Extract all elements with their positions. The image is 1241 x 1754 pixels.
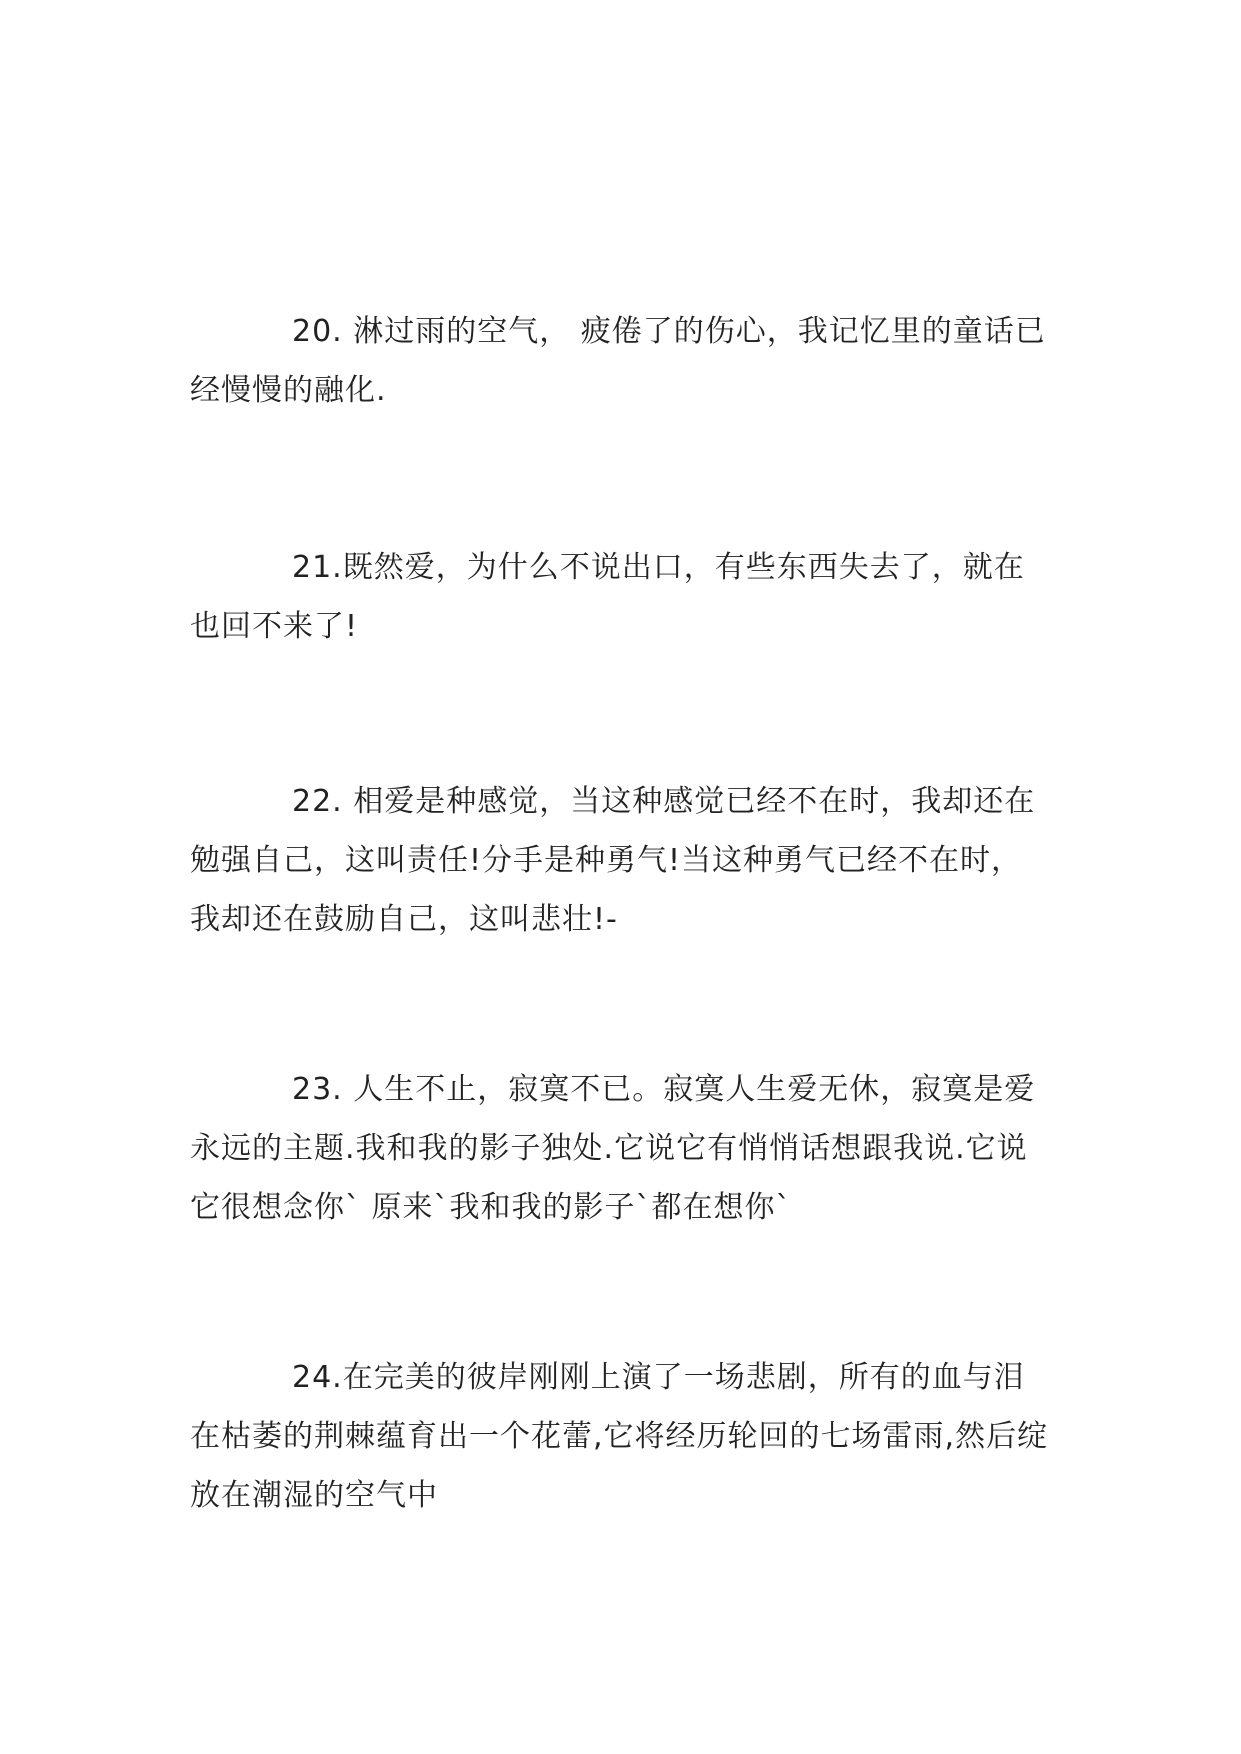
paragraph-20: 20. 淋过雨的空气， 疲倦了的伤心，我记忆里的童话已经慢慢的融化. [190, 314, 1046, 408]
paragraph-24: 24.在完美的彼岸刚刚上演了一场悲剧，所有的血与泪在枯萎的荆棘蕴育出一个花蕾,它将经历轮回的七场雷雨,然后绽放在潮湿的空气中 [190, 1360, 1049, 1513]
paragraph-21: 21.既然爱，为什么不说出口，有些东西失去了，就在也回不来了! [190, 550, 1025, 644]
paragraph-22: 22. 相爱是种感觉，当这种感觉已经不在时，我却还在勉强自己，这叫责任!分手是种勇气!当这种勇气已经不在时，我却还在鼓励自己，这叫悲壮!- [190, 784, 1036, 937]
paragraph-23: 23. 人生不止，寂寞不已。寂寞人生爱无休，寂寞是爱永远的主题.我和我的影子独处.它说它有悄悄话想跟我说.它说它很想念你` 原来`我和我的影子`都在想你` [190, 1072, 1036, 1225]
